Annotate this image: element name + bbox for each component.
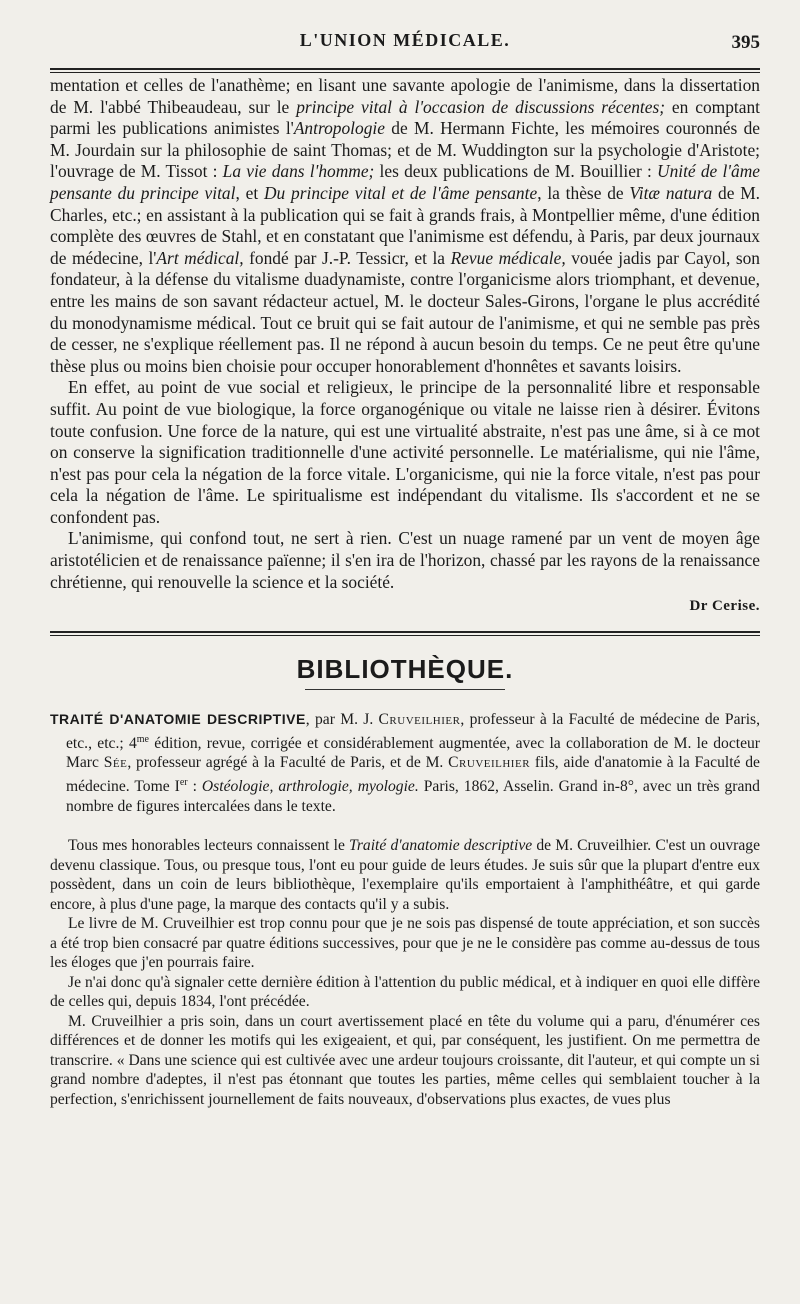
article-paragraph-3: L'animisme, qui confond tout, ne sert à rien. C'est un nuage ramené par un vent de moyen âge aristotélicien et de renaissance païenne; il s'en ira de l'horizon, chassé par les rayons de la renaissance chrétienne, qui renouvelle la science et la société. [50,528,760,592]
header-rule [50,68,760,73]
journal-title: L'UNION MÉDICALE. [299,30,511,50]
page-number: 395 [731,32,760,53]
running-head [50,26,760,60]
article-paragraph-2: En effet, au point de vue social et religieux, le principe de la personnalité libre et responsable suffit. Au point de vue biologique, la force organogénique ou vitale ne laisse rien à désirer. Évitons toute confusion. Une force de la nature, qui est une virtualité abstraite, n'est pas une âme, si à ce mot on conserve la signification traditionnelle d'une activité personnelle. Le matérialisme, qui nie l'âme, n'est pas pour cela la négation de la force vitale. L'organicisme, qui nie la force vitale, n'est pas pour cela la négation de l'âme. Le spiritualisme est indépendant du vitalisme. Ils s'accordent et ne se confondent pas. [50,377,760,527]
book-entry [50,710,760,816]
section-title: BIBLIOTHÈQUE. [296,654,514,685]
review-paragraph-1: Tous mes honorables lecteurs connaissent le Traité d'anatomie descriptive de M. Cruveilhier. C'est un ouvrage devenu classique. Tous, ou presque tous, l'ont eu pour guide de leurs études. Je suis sûr que la plupart d'entre eux possèdent, dans un coin de leurs bibliothèque, l'exemplaire qu'ils emportaient à l'amphithéâtre, et qui garde encore, à plus d'une page, la marque des contacts qu'il y a subis. [50,837,760,913]
section-divider [50,631,760,636]
review-paragraph-3: Je n'ai donc qu'à signaler cette dernière édition à l'attention du public médical, et à indiquer en quoi elle diffère de celles qui, depuis 1834, l'ont précédée. [50,973,760,1011]
review-paragraph-2: Le livre de M. Cruveilhier est trop connu pour que je ne sois pas dispensé de toute appréciation, et son succès a été trop bien consacré par quatre éditions successives, pour que je ne le considère pas comme au-dessus de tous les éloges que j'en pourrais faire. [50,915,760,972]
article-paragraph-1: mentation et celles de l'anathème; en lisant une savante apologie de l'animisme, dans la dissertation de M. l'abbé Thibeaudeau, sur le principe vital à l'occasion de discussions récentes; en comptant parmi les publications animistes l'Antropologie de M. Hermann Fichte, les mémoires couronnés de M. Jourdain sur la philosophie de saint Thomas; et de M. Wuddington sur la psychologie d'Aristote; l'ouvrage de M. Tissot : La vie dans l'homme; les deux publications de M. Bouillier : Unité de l'âme pensante du principe vital, et Du principe vital et de l'âme pensante, la thèse de Vitæ natura de M. Charles, etc.; en assistant à la publication qui se fait à grands frais, à Montpellier même, d'une édition complète des œuvres de Stahl, et en constatant que l'animisme est défendu, à Paris, par deux journaux de médecine, l'Art médical, fondé par J.-P. Tessicr, et la Revue médicale, vouée jadis par Cayol, son fondateur, à la défense du vitalisme duadynamiste, contre l'organicisme alors triomphant, et devenue, entre les mains de son savant rédacteur actuel, M. le docteur Sales-Girons, l'organe le plus accrédité du monodynamisme médical. Tout ce bruit qui se fait autour de l'animisme, et qui ne semble pas près de cesser, ne s'explique réellement pas. Il ne répond à aucun besoin du temps. Ce ne peut être qu'une thèse plus ou moins bien choisie pour occuper honorablement d'honnêtes et savants loisirs. [50,75,761,376]
review-paragraph-4: M. Cruveilhier a pris soin, dans un court avertissement placé en tête du volume qui a paru, d'énumérer ces différences et de donner les motifs qui les exigeaient, et qui, par conséquent, les justifient. On me permettra de transcrire. « Dans une science qui est cultivée avec une ardeur toujours croissante, dit l'auteur, et qui compte un si grand nombre d'adeptes, il n'est pas étonnant que toutes les parties, même celles qui semblaient toucher à la perfection, s'enrichissent journellement de faits nouveaux, d'observations plus exactes, de vues plus [50,1012,760,1108]
bibliotheque-section [50,710,760,1109]
book-author: Cruveilhier [378,711,461,729]
author-signature: Dr Cerise. [689,598,760,615]
book-title: TRAITÉ D'ANATOMIE DESCRIPTIVE [50,711,306,728]
article-continuation [50,75,760,617]
book-reference: TRAITÉ D'ANATOMIE DESCRIPTIVE, par M. J. Cruveilhier, professeur à la Faculté de médecine de Paris, etc., etc.; $4^{me}$ édition, revue, corrigée et considérablement augmentée, avec la collaboration de M. le docteur Marc Sée, professeur agrégé à la Faculté de Paris, et de M. Cruveilhier fils, aide d'anatomie à la Faculté de médecine. Tome Ier : Ostéologie, arthrologie, myologie. Paris, 1862, Asselin. Grand in-8°, avec un très grand nombre de figures intercalées dans le texte. [50,711,760,815]
section-title-rule [305,689,505,690]
